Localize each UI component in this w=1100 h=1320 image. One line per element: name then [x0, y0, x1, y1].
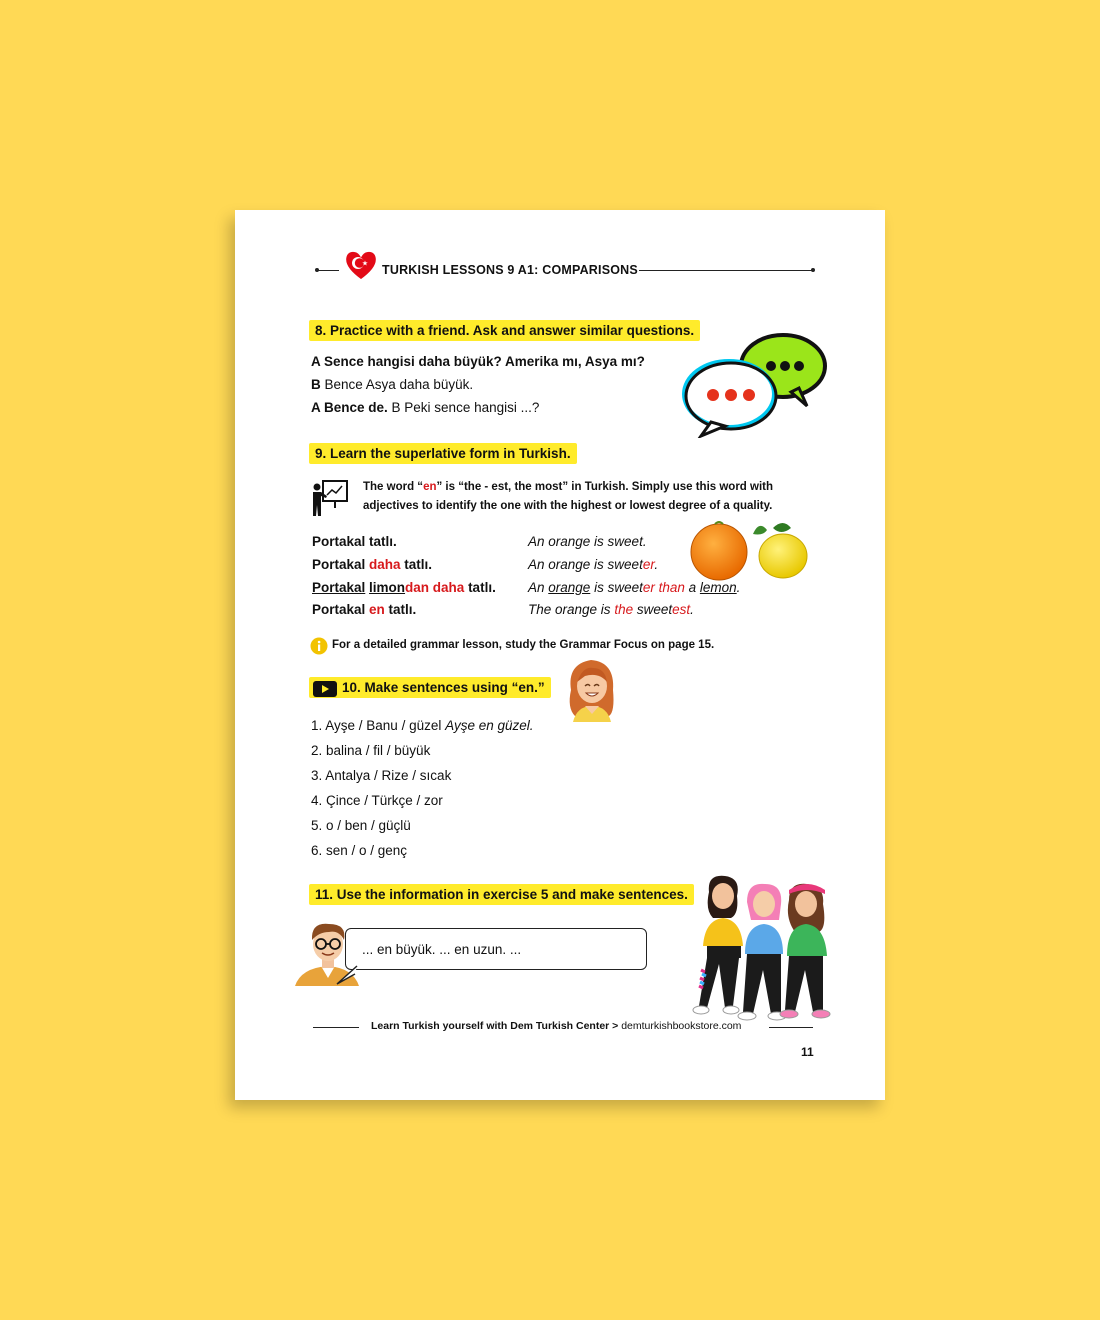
teacher-board-icon: [309, 478, 351, 518]
english-example-2: An orange is sweeter.: [528, 557, 659, 572]
exercise-8-heading: 8. Practice with a friend. Ask and answer similar questions.: [309, 320, 700, 341]
turkish-example-1: Portakal tatlı.: [312, 534, 397, 549]
footer-url: demturkishbookstore.com: [618, 1020, 742, 1032]
exercise-9-heading: 9. Learn the superlative form in Turkish.: [309, 443, 577, 464]
page-title: TURKISH LESSONS 9 A1: COMPARISONS: [382, 263, 638, 277]
footer-tagline: Learn Turkish yourself with Dem Turkish Center >: [371, 1020, 619, 1032]
exercise-10-item-5: 5. o / ben / güçlü: [311, 818, 411, 833]
exercise-10-item-1: 1. Ayşe / Banu / güzel Ayşe en güzel.: [311, 718, 534, 733]
dialogue-line-2: B Bence Asya daha büyük.: [311, 377, 474, 392]
dialogue-line-3: A Bence de. B Peki sence hangisi ...?: [311, 400, 540, 415]
english-example-1: An orange is sweet.: [528, 534, 647, 549]
speech-bubble-tail: [335, 964, 359, 986]
dialogue-line-1: A Sence hangisi daha büyük? Amerika mı, Asya mı?: [311, 354, 645, 369]
page-header: [317, 258, 817, 282]
video-play-icon: [313, 681, 337, 697]
exercise-10-item-4: 4. Çince / Türkçe / zor: [311, 793, 443, 808]
exercise-10-item-3: 3. Antalya / Rize / sıcak: [311, 768, 452, 783]
girl-avatar-illustration: [563, 656, 621, 722]
three-girls-illustration: [685, 874, 850, 1024]
english-example-4: The orange is the sweetest.: [528, 602, 694, 617]
exercise-10-heading: 10. Make sentences using “en.”: [309, 677, 551, 698]
turkish-example-3: Portakal limondan daha tatlı.: [312, 580, 496, 595]
worksheet-page: [235, 210, 885, 1100]
header-line-right: [639, 270, 813, 271]
english-example-3: An orange is sweeter than a lemon.: [528, 580, 741, 595]
exercise-10-item-6: 6. sen / o / genç: [311, 843, 408, 858]
speech-bubbles-icon: [681, 330, 831, 438]
grammar-focus-note: For a detailed grammar lesson, study the Grammar Focus on page 15.: [332, 639, 715, 651]
page-footer: [313, 1020, 813, 1036]
page-number: 11: [801, 1045, 814, 1059]
turkish-flag-heart-icon: [343, 248, 379, 282]
superlative-note: The word “en” is “the - est, the most” in Turkish. Simply use this word with adjectives to identify the one with the highest or lowest degree of a quality.: [363, 481, 774, 512]
answer-speech-bubble: [345, 928, 647, 970]
turkish-example-4: Portakal en tatlı.: [312, 602, 417, 617]
exercise-11-heading: 11. Use the information in exercise 5 and make sentences.: [309, 884, 694, 905]
header-line-left: [317, 270, 339, 271]
orange-lemon-image: [687, 518, 815, 582]
turkish-example-2: Portakal daha tatlı.: [312, 557, 433, 572]
exercise-10-item-2: 2. balina / fil / büyük: [311, 743, 431, 758]
answer-bubble-text: ... en büyük. ... en uzun. ...: [362, 942, 522, 957]
info-icon: [310, 637, 328, 655]
